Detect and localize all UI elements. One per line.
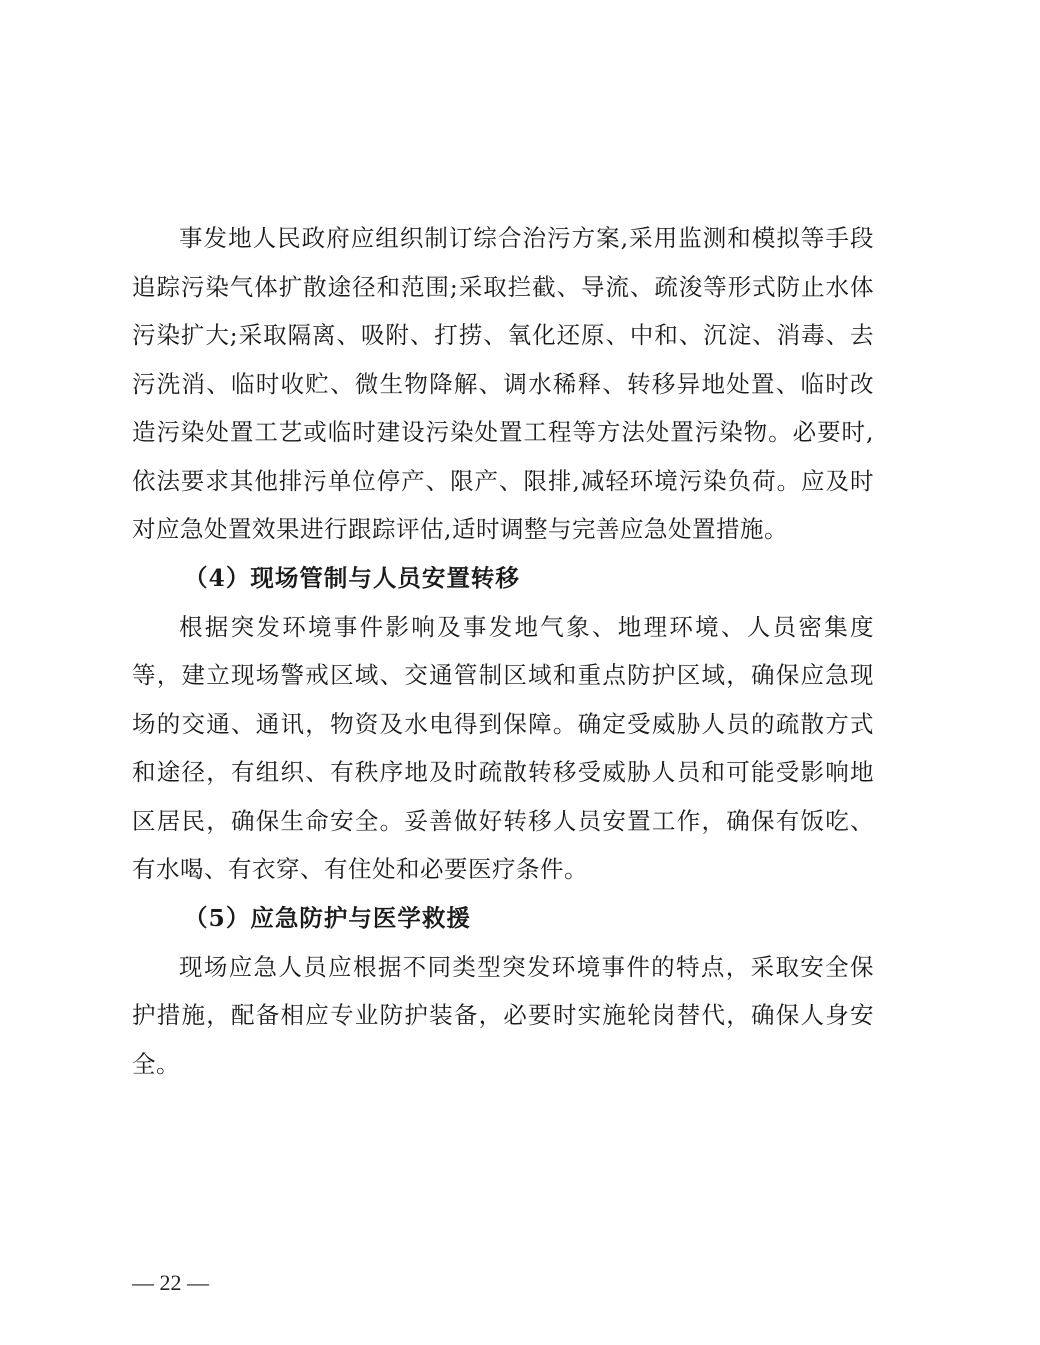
document-body	[132, 214, 874, 1088]
paragraph-medical-rescue: 现场应急人员应根据不同类型突发环境事件的特点，采取安全保护措施，配备相应专业防护装备，必要时实施轮岗替代，确保人身安全。	[132, 952, 874, 1078]
section-heading-site-control: （4）现场管制与人员安置转移	[184, 563, 520, 592]
paragraph-pollution-treatment: 事发地人民政府应组织制订综合治污方案,采用监测和模拟等手段追踪污染气体扩散途径和范围;采取拦截、导流、疏浚等形式防止水体污染扩大;采取隔离、吸附、打捞、氧化还原、中和、沉淀、消毒、去污洗消、临时收贮、微生物降解、调水稀释、转移异地处置、临时改造污染处置工艺或临时建设污染处置工程等方法处置污染物。必要时,依法要求其他排污单位停产、限产、限排,减轻环境污染负荷。应及时对应急处置效果进行跟踪评估,适时调整与完善应急处置措施。	[132, 224, 874, 543]
section-heading-medical-rescue: （5）应急防护与医学救援	[184, 903, 471, 932]
page-number: — 22 —	[132, 1270, 209, 1295]
paragraph-site-control: 根据突发环境事件影响及事发地气象、地理环境、人员密集度等，建立现场警戒区域、交通管制区域和重点防护区域，确保应急现场的交通、通讯，物资及水电得到保障。确定受威胁人员的疏散方式和途径，有组织、有秩序地及时疏散转移受威胁人员和可能受影响地区居民，确保生命安全。妥善做好转移人员安置工作，确保有饭吃、有水喝、有衣穿、有住处和必要医疗条件。	[132, 612, 874, 883]
